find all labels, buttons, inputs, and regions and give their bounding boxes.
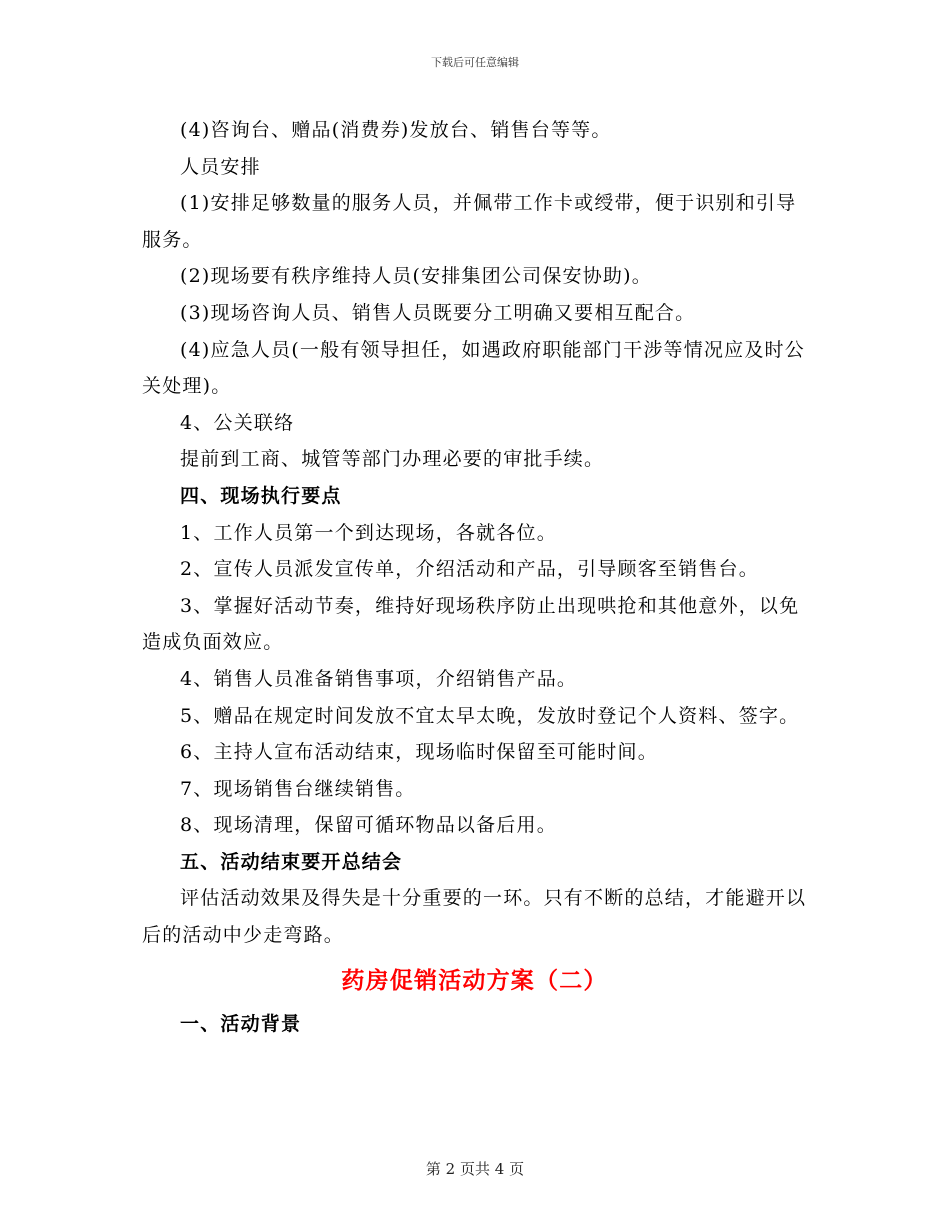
paragraph: 4、销售人员准备销售事项，介绍销售产品。 (180, 667, 578, 690)
document-body (142, 112, 807, 1042)
section-title: 药房促销活动方案（二） (341, 966, 608, 994)
paragraph: (1)安排足够数量的服务人员，并佩带工作卡或绶带，便于识别和引导服务。 (142, 192, 797, 251)
paragraph: 3、掌握好活动节奏，维持好现场秩序防止出现哄抢和其他意外，以免造成负面效应。 (142, 594, 800, 654)
paragraph: (2)现场要有秩序维持人员(安排集团公司保安协助)。 (180, 265, 652, 288)
paragraph: 评估活动效果及得失是十分重要的一环。只有不断的总结，才能避开以后的活动中少走弯路。 (142, 887, 807, 947)
paragraph: 7、现场销售台继续销售。 (180, 777, 416, 800)
paragraph: 2、宣传人员派发宣传单，介绍活动和产品，引导顾客至销售台。 (180, 558, 759, 581)
paragraph: (3)现场咨询人员、销售人员既要分工明确又要相互配合。 (180, 301, 696, 324)
page-footer: 第 2 页共 4 页 (425, 1160, 525, 1178)
paragraph: 1、工作人员第一个到达现场，各就各位。 (180, 521, 557, 544)
paragraph: 5、赠品在规定时间发放不宜太早太晚，发放时登记个人资料、签字。 (180, 704, 800, 727)
paragraph: 8、现场清理，保留可循环物品以备后用。 (180, 814, 557, 837)
paragraph: 提前到工商、城管等部门办理必要的审批手续。 (180, 448, 605, 471)
section-heading: 一、活动背景 (180, 1012, 302, 1035)
paragraph: 4、公关联络 (180, 411, 295, 434)
paragraph: (4)应急人员(一般有领导担任，如遇政府职能部门干涉等情况应及时公关处理)。 (142, 338, 805, 398)
paragraph: 人员安排 (180, 155, 261, 178)
section-heading: 五、活动结束要开总结会 (180, 850, 403, 873)
section-heading: 四、现场执行要点 (180, 484, 342, 507)
paragraph: (4)咨询台、赠品(消费券)发放台、销售台等等。 (180, 119, 612, 141)
paragraph: 6、主持人宣布活动结束，现场临时保留至可能时间。 (180, 741, 658, 764)
page-header: 下载后可任意编辑 (431, 56, 519, 69)
